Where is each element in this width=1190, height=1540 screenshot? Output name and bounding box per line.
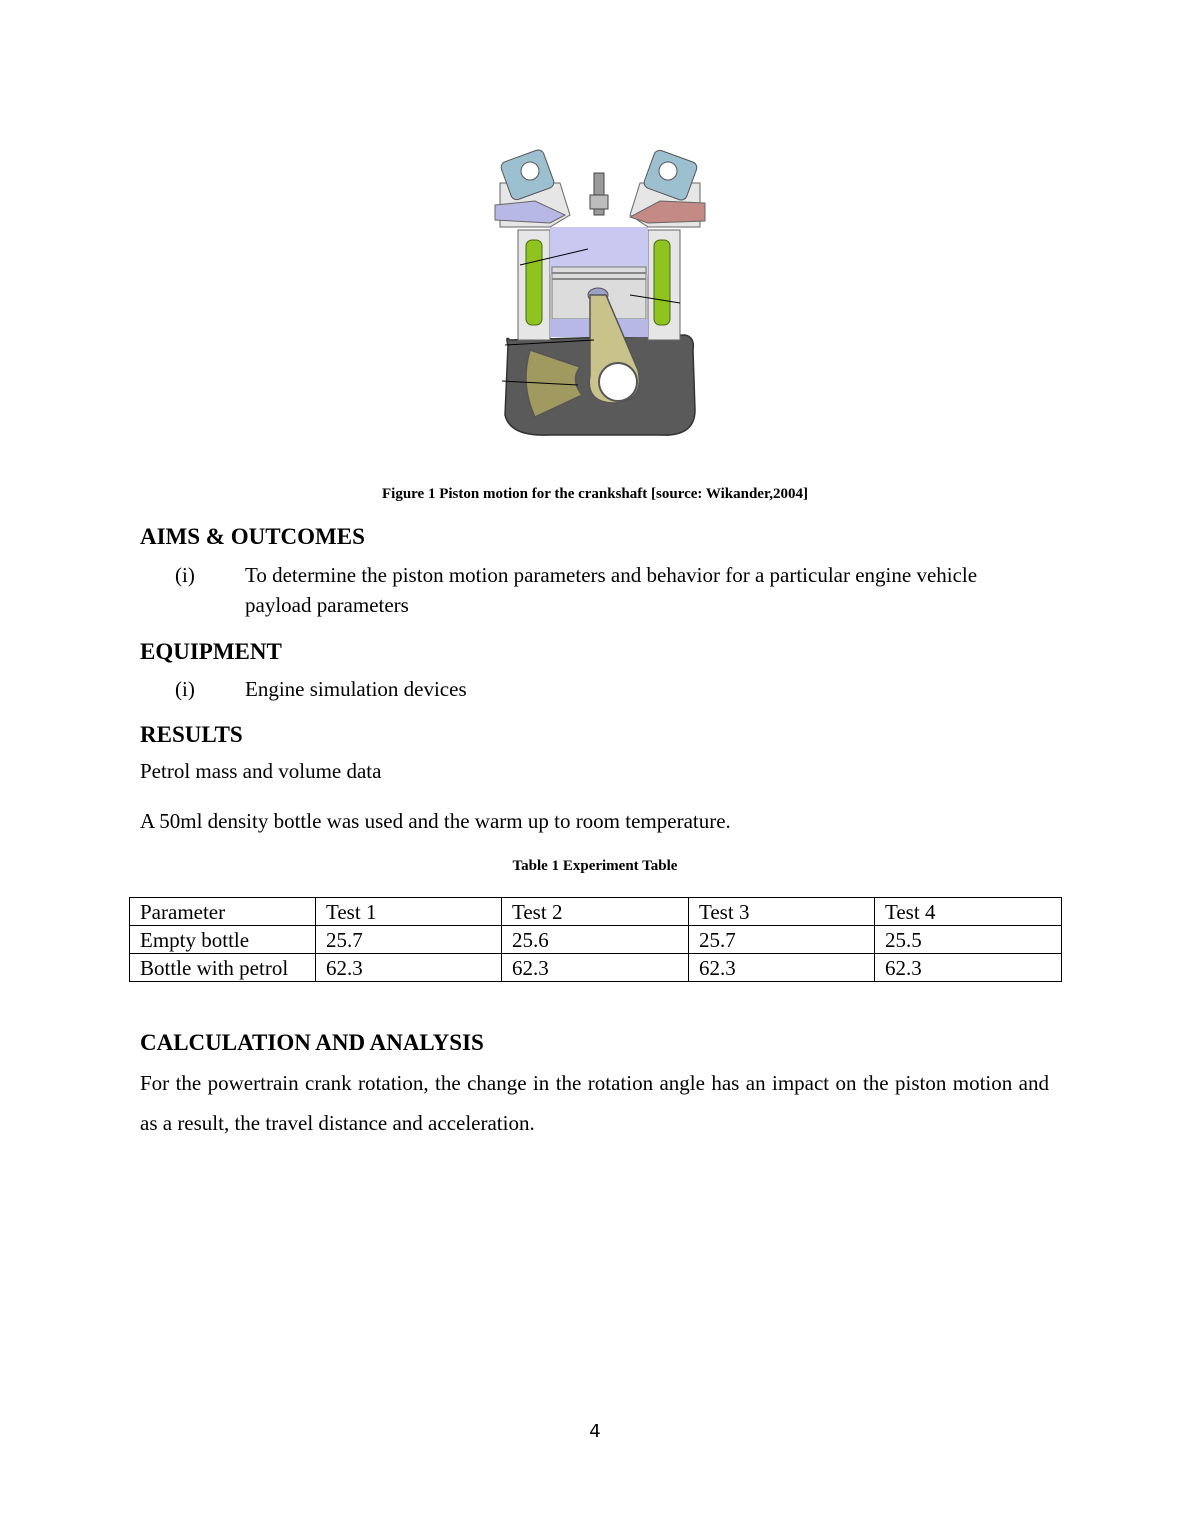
results-note: A 50ml density bottle was used and the warm up to room temperature. [140,809,731,833]
results-heading: RESULTS [140,722,243,747]
list-text: Engine simulation devices [245,677,467,701]
figure-caption: Figure 1 Piston motion for the crankshaft [source: Wikander,2004] [382,486,808,502]
table-header-cell: Test 3 [689,898,875,926]
table-header-row [130,898,1062,926]
list-number: (i) [175,563,195,587]
table-cell: 62.3 [689,954,875,982]
table-header-cell: Test 4 [875,898,1062,926]
table-cell: 25.7 [689,926,875,954]
table-header-cell: Test 1 [316,898,502,926]
table-caption: Table 1 Experiment Table [512,858,678,874]
table-row [130,954,1062,982]
table-cell: 62.3 [875,954,1062,982]
equipment-heading: EQUIPMENT [140,639,282,664]
list-text: To determine the piston motion parameters and behavior for a particular engine vehicle payload parameters [245,563,978,617]
results-subtitle: Petrol mass and volume data [140,759,382,783]
table-cell: 62.3 [316,954,502,982]
page-number: 4 [589,1421,601,1442]
experiment-table [129,897,1062,982]
analysis-paragraph: For the powertrain crank rotation, the change in the rotation angle has an impact on the piston motion and as a result, the travel distance and acceleration. [140,1071,1049,1135]
table-cell: Empty bottle [130,926,316,954]
list-number: (i) [175,677,195,701]
table-row [130,926,1062,954]
aims-heading: AIMS & OUTCOMES [140,524,365,549]
table-cell: 25.6 [502,926,689,954]
table-cell: 62.3 [502,954,689,982]
table-header-cell: Parameter [130,898,316,926]
table-cell: 25.5 [875,926,1062,954]
analysis-heading: CALCULATION AND ANALYSIS [140,1030,484,1055]
table-cell: 25.7 [316,926,502,954]
table-header-cell: Test 2 [502,898,689,926]
piston-engine-cutaway-icon [490,145,710,445]
table-cell: Bottle with petrol [130,954,316,982]
